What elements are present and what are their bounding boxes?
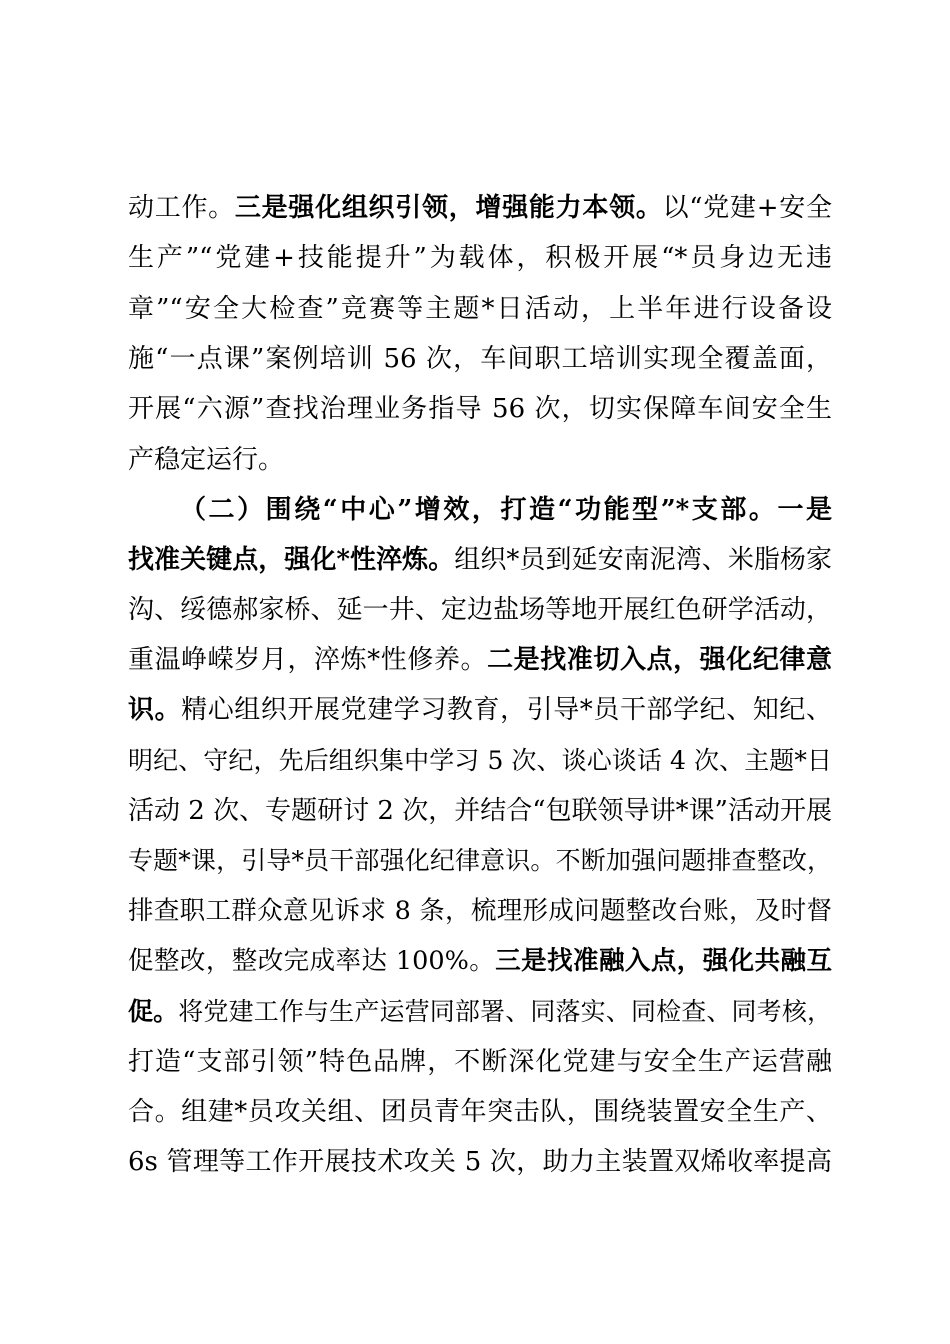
text-run: 施“一点课”案例培训 56 次，车间职工培训实现全覆盖面， (128, 344, 832, 374)
text-run: 合。组建*员攻关组、团员青年突击队，围绕装置安全生产、 (128, 1097, 832, 1127)
text-line (128, 440, 832, 480)
text-run: 产稳定运行。 (128, 445, 285, 475)
text-line (128, 891, 832, 931)
text-run: 专题*课，引导*员干部强化纪律意识。不断加强问题排查整改， (128, 846, 832, 875)
text-run: 识。 (128, 695, 182, 725)
text-line (128, 1042, 832, 1082)
text-line (128, 992, 832, 1032)
text-line (128, 690, 832, 730)
text-line (128, 540, 832, 580)
text-run: 生产”“党建+技能提升”为载体，积极开展“*员身边无违 (128, 243, 832, 273)
text-run: 明纪、守纪，先后组织集中学习 5 次、谈心谈话 4 次、主题*日 (128, 746, 832, 775)
text-run: 以“党建+安全 (662, 193, 832, 223)
text-line (128, 339, 832, 379)
text-line (128, 289, 832, 329)
section-heading: （二）围绕“中心”增效，打造“功能型”*支部。一是 (180, 495, 832, 525)
text-run: 二是找准切入点，强化纪律意 (487, 645, 832, 675)
text-run: 重温峥嵘岁月，淬炼*性修养。 (128, 645, 488, 675)
text-run: 动工作。 (128, 193, 235, 223)
text-run: 三是强化组织引领，增强能力本领。 (234, 193, 663, 223)
text-line (128, 741, 832, 781)
text-line (128, 1092, 832, 1132)
text-run: 促整改，整改完成率达 100%。 (128, 946, 496, 976)
text-line (128, 640, 832, 680)
text-run: 精心组织开展党建学习教育，引导*员干部学纪、知纪、 (181, 695, 832, 725)
text-line (128, 1142, 832, 1182)
text-line (128, 188, 832, 228)
text-run: 章”“安全大检查”竞赛等主题*日活动，上半年进行设备设 (128, 294, 832, 324)
text-line (128, 389, 832, 429)
text-run: 组织*员到延安南泥湾、米脂杨家 (454, 545, 832, 575)
section-heading-line (180, 490, 832, 530)
text-run: 找准关键点，强化*性淬炼。 (128, 545, 455, 575)
text-line (128, 791, 832, 831)
text-run: 开展“六源”查找治理业务指导 56 次，切实保障车间安全生 (128, 394, 832, 424)
text-line (128, 238, 832, 278)
text-run: 将党建工作与生产运营同部署、同落实、同检查、同考核， (178, 997, 832, 1026)
text-run: 三是找准融入点，强化共融互 (495, 946, 832, 976)
text-run: 打造“支部引领”特色品牌，不断深化党建与安全生产运营融 (128, 1047, 832, 1077)
text-run: 促。 (128, 997, 179, 1026)
text-run: 沟、绥德郝家桥、延一井、定边盐场等地开展红色研学活动， (128, 595, 832, 625)
text-line (128, 590, 832, 630)
text-line (128, 841, 832, 881)
text-run: 排查职工群众意见诉求 8 条，梳理形成问题整改台账，及时督 (128, 896, 832, 926)
text-line (128, 941, 832, 981)
text-run: 6s 管理等工作开展技术攻关 5 次，助力主装置双烯收率提高 (128, 1147, 832, 1177)
text-run: 活动 2 次、专题研讨 2 次，并结合“包联领导讲*课”活动开展 (128, 796, 832, 826)
